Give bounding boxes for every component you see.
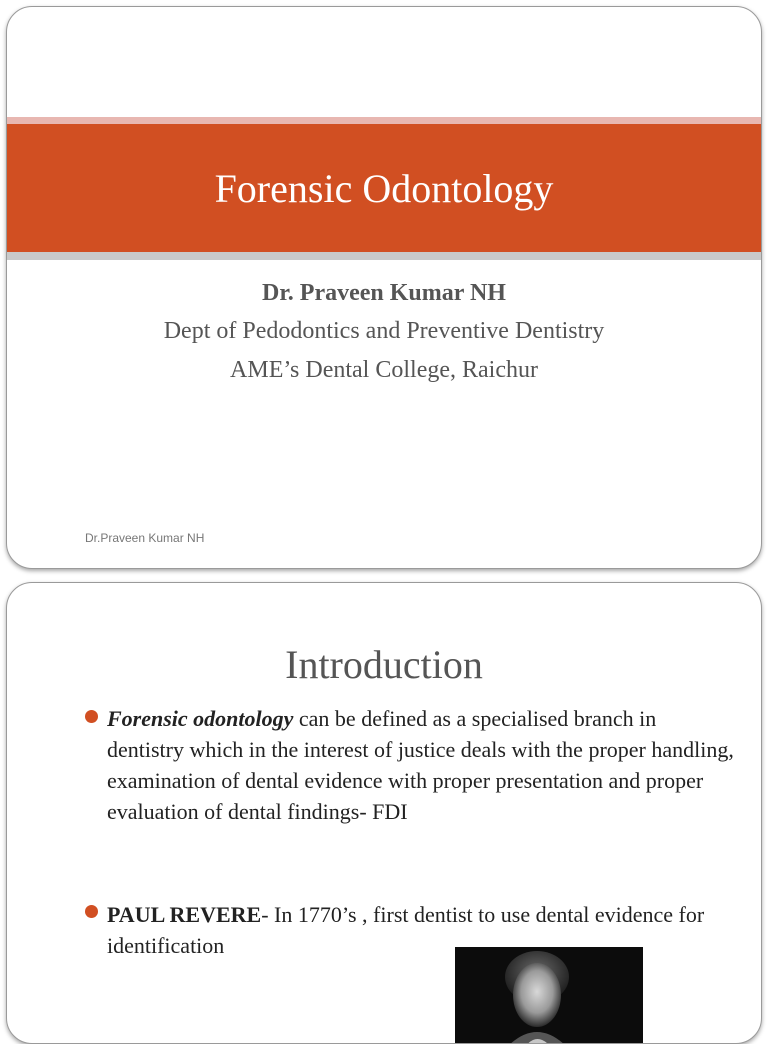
bullet-term: PAUL REVERE: [107, 902, 262, 927]
portrait-figure-icon: [455, 947, 643, 1044]
author-name: Dr. Praveen Kumar NH: [262, 280, 506, 306]
bullet-item: [107, 703, 737, 827]
department-line: Dept of Pedodontics and Preventive Dentistry: [163, 318, 605, 344]
title-band-bottom-strip: [7, 252, 761, 260]
bullet-dot-icon: [85, 905, 98, 918]
introduction-slide: [6, 582, 762, 1044]
title-slide: [6, 6, 762, 569]
bullet-body: - In 1770’s , first dentist to use dental evidence for identification: [107, 902, 705, 958]
slide-title: Forensic Odontology: [214, 166, 554, 211]
title-band-top-strip: [7, 117, 761, 124]
portrait-image: [455, 947, 643, 1044]
slide-heading: Introduction: [285, 642, 483, 687]
bullet-term: Forensic odontology: [107, 706, 294, 731]
slide-footer: Dr.Praveen Kumar NH: [85, 531, 205, 545]
bullet-body: can be defined as a specialised branch in dentistry which in the interest of justice deals with the proper handling, examination of dental evidence with proper presentation and proper evaluation of dental findings- FDI: [107, 706, 734, 824]
college-line: AME’s Dental College, Raichur: [230, 357, 538, 383]
bullet-dot-icon: [85, 710, 98, 723]
